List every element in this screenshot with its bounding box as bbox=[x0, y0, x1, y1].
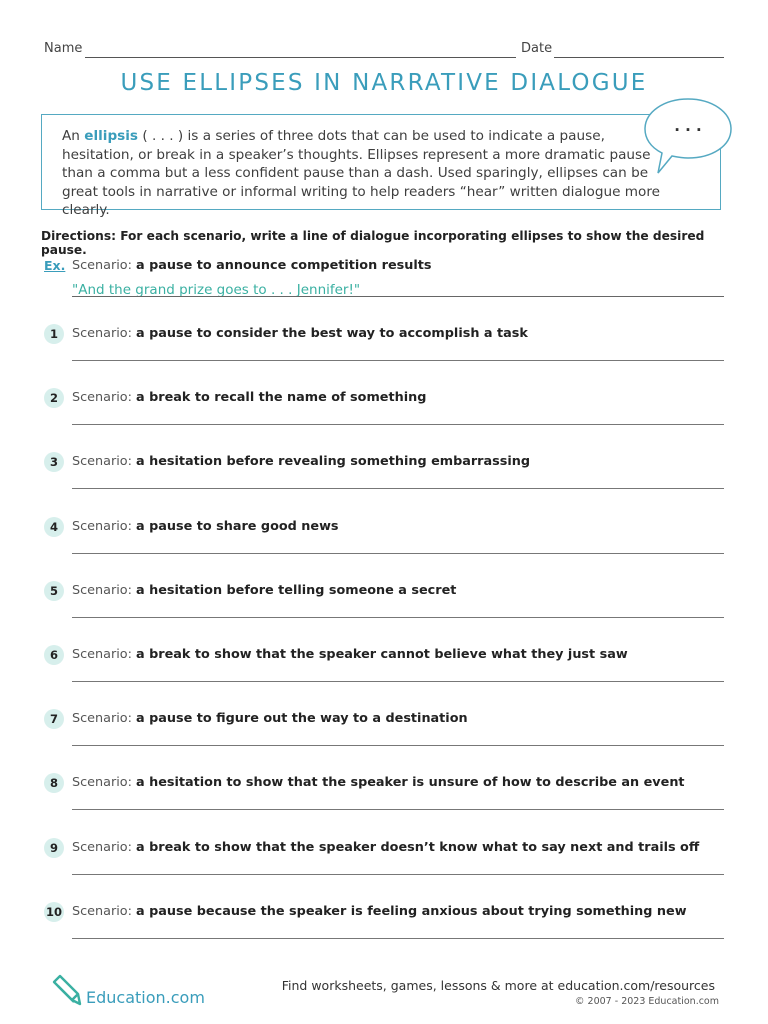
intro-text bbox=[62, 127, 662, 220]
answer-line[interactable] bbox=[72, 874, 724, 875]
scenario-text: a break to show that the speaker cannot believe what they just saw bbox=[136, 647, 628, 662]
answer-line[interactable] bbox=[72, 488, 724, 489]
item-number: 2 bbox=[44, 388, 64, 408]
pencil-logo-icon bbox=[52, 972, 84, 1008]
name-label: Name bbox=[44, 41, 83, 56]
item-number: 1 bbox=[44, 324, 64, 344]
example-answer-line bbox=[72, 296, 724, 297]
scenario-item bbox=[44, 645, 724, 705]
item-number: 4 bbox=[44, 517, 64, 537]
item-number: 7 bbox=[44, 709, 64, 729]
item-scenario bbox=[72, 904, 687, 919]
item-scenario bbox=[72, 583, 456, 598]
scenario-text: a pause to figure out the way to a destination bbox=[136, 711, 468, 727]
answer-line[interactable] bbox=[72, 360, 724, 361]
scenario-item bbox=[44, 902, 724, 962]
intro-prefix: An bbox=[62, 128, 85, 144]
answer-line[interactable] bbox=[72, 809, 724, 810]
answer-line[interactable] bbox=[72, 938, 724, 939]
example-answer: "And the grand prize goes to . . . Jennifer!" bbox=[72, 282, 361, 298]
scenario-label: Scenario: bbox=[72, 582, 137, 598]
footer-copyright: © 2007 - 2023 Education.com bbox=[575, 996, 719, 1007]
scenario-item bbox=[44, 709, 724, 769]
scenario-label: Scenario: bbox=[72, 903, 137, 919]
scenario-label: Scenario: bbox=[72, 647, 137, 662]
scenario-text: a hesitation before revealing something embarrassing bbox=[136, 454, 531, 470]
scenario-label: Scenario: bbox=[72, 258, 137, 273]
scenario-text: a break to recall the name of something bbox=[136, 390, 427, 406]
answer-line[interactable] bbox=[72, 681, 724, 682]
scenario-label: Scenario: bbox=[72, 839, 137, 855]
intro-body: ( . . . ) is a series of three dots that can be used to indicate a pause, hesitation, or break in a speaker’s thoughts. Ellipses represent a more dramatic pause than a comma but a less confident pause than a dash. Used sparingly, ellipses can be great tools in narrative or informal writing to help readers “hear” written dialogue more clearly. bbox=[62, 128, 660, 218]
item-scenario bbox=[72, 647, 628, 662]
scenario-item bbox=[44, 838, 724, 898]
answer-line[interactable] bbox=[72, 553, 724, 554]
scenario-label: Scenario: bbox=[72, 454, 137, 470]
scenario-text: a pause because the speaker is feeling anxious about trying something new bbox=[136, 903, 687, 919]
scenario-item bbox=[44, 388, 724, 448]
directions: Directions: For each scenario, write a line of dialogue incorporating ellipses to show the desired pause. bbox=[41, 229, 705, 257]
scenario-item bbox=[44, 324, 724, 384]
scenario-item bbox=[44, 581, 724, 641]
bubble-dots: . . . bbox=[674, 117, 702, 135]
scenario-text: a hesitation before telling someone a secret bbox=[136, 582, 457, 598]
item-number: 9 bbox=[44, 838, 64, 858]
date-label: Date bbox=[521, 41, 553, 56]
scenario-text: a hesitation to show that the speaker is unsure of how to describe an event bbox=[136, 775, 685, 791]
scenario-item bbox=[44, 773, 724, 833]
example-item bbox=[44, 256, 724, 302]
scenario-label: Scenario: bbox=[72, 326, 137, 341]
item-scenario bbox=[72, 840, 699, 855]
item-scenario bbox=[72, 326, 528, 341]
scenario-label: Scenario: bbox=[72, 518, 137, 534]
logo-text: Education.com bbox=[86, 988, 205, 1007]
scenario-text: a pause to consider the best way to accomplish a task bbox=[136, 326, 528, 341]
item-scenario bbox=[72, 711, 468, 726]
intro-term: ellipsis bbox=[84, 128, 139, 144]
item-scenario bbox=[72, 454, 530, 469]
intro-box bbox=[41, 114, 721, 218]
scenario-label: Scenario: bbox=[72, 711, 137, 727]
footer-tagline[interactable]: Find worksheets, games, lessons & more at education.com/resources bbox=[281, 978, 715, 993]
answer-line[interactable] bbox=[72, 424, 724, 425]
answer-line[interactable] bbox=[72, 617, 724, 618]
item-number: 6 bbox=[44, 645, 64, 665]
item-scenario bbox=[72, 390, 426, 405]
example-scenario bbox=[72, 258, 431, 273]
scenario-text: a break to show that the speaker doesn’t know what to say next and trails off bbox=[136, 839, 700, 855]
education-logo bbox=[52, 970, 212, 1010]
name-field[interactable] bbox=[85, 57, 516, 58]
scenario-item bbox=[44, 517, 724, 577]
scenario-item bbox=[44, 452, 724, 512]
item-scenario bbox=[72, 775, 685, 790]
scenario-text: a pause to announce competition results bbox=[136, 258, 432, 273]
name-date-row bbox=[44, 41, 724, 61]
item-number: 10 bbox=[44, 902, 64, 922]
scenario-text: a pause to share good news bbox=[136, 518, 339, 534]
answer-line[interactable] bbox=[72, 745, 724, 746]
date-field[interactable] bbox=[554, 57, 724, 58]
page-title: USE ELLIPSES IN NARRATIVE DIALOGUE bbox=[120, 70, 648, 96]
example-badge: Ex. bbox=[44, 258, 66, 273]
item-number: 5 bbox=[44, 581, 64, 601]
item-scenario bbox=[72, 519, 339, 534]
scenario-label: Scenario: bbox=[72, 390, 137, 406]
scenario-label: Scenario: bbox=[72, 775, 137, 791]
item-number: 8 bbox=[44, 773, 64, 793]
speech-bubble-icon bbox=[640, 95, 736, 183]
item-number: 3 bbox=[44, 452, 64, 472]
